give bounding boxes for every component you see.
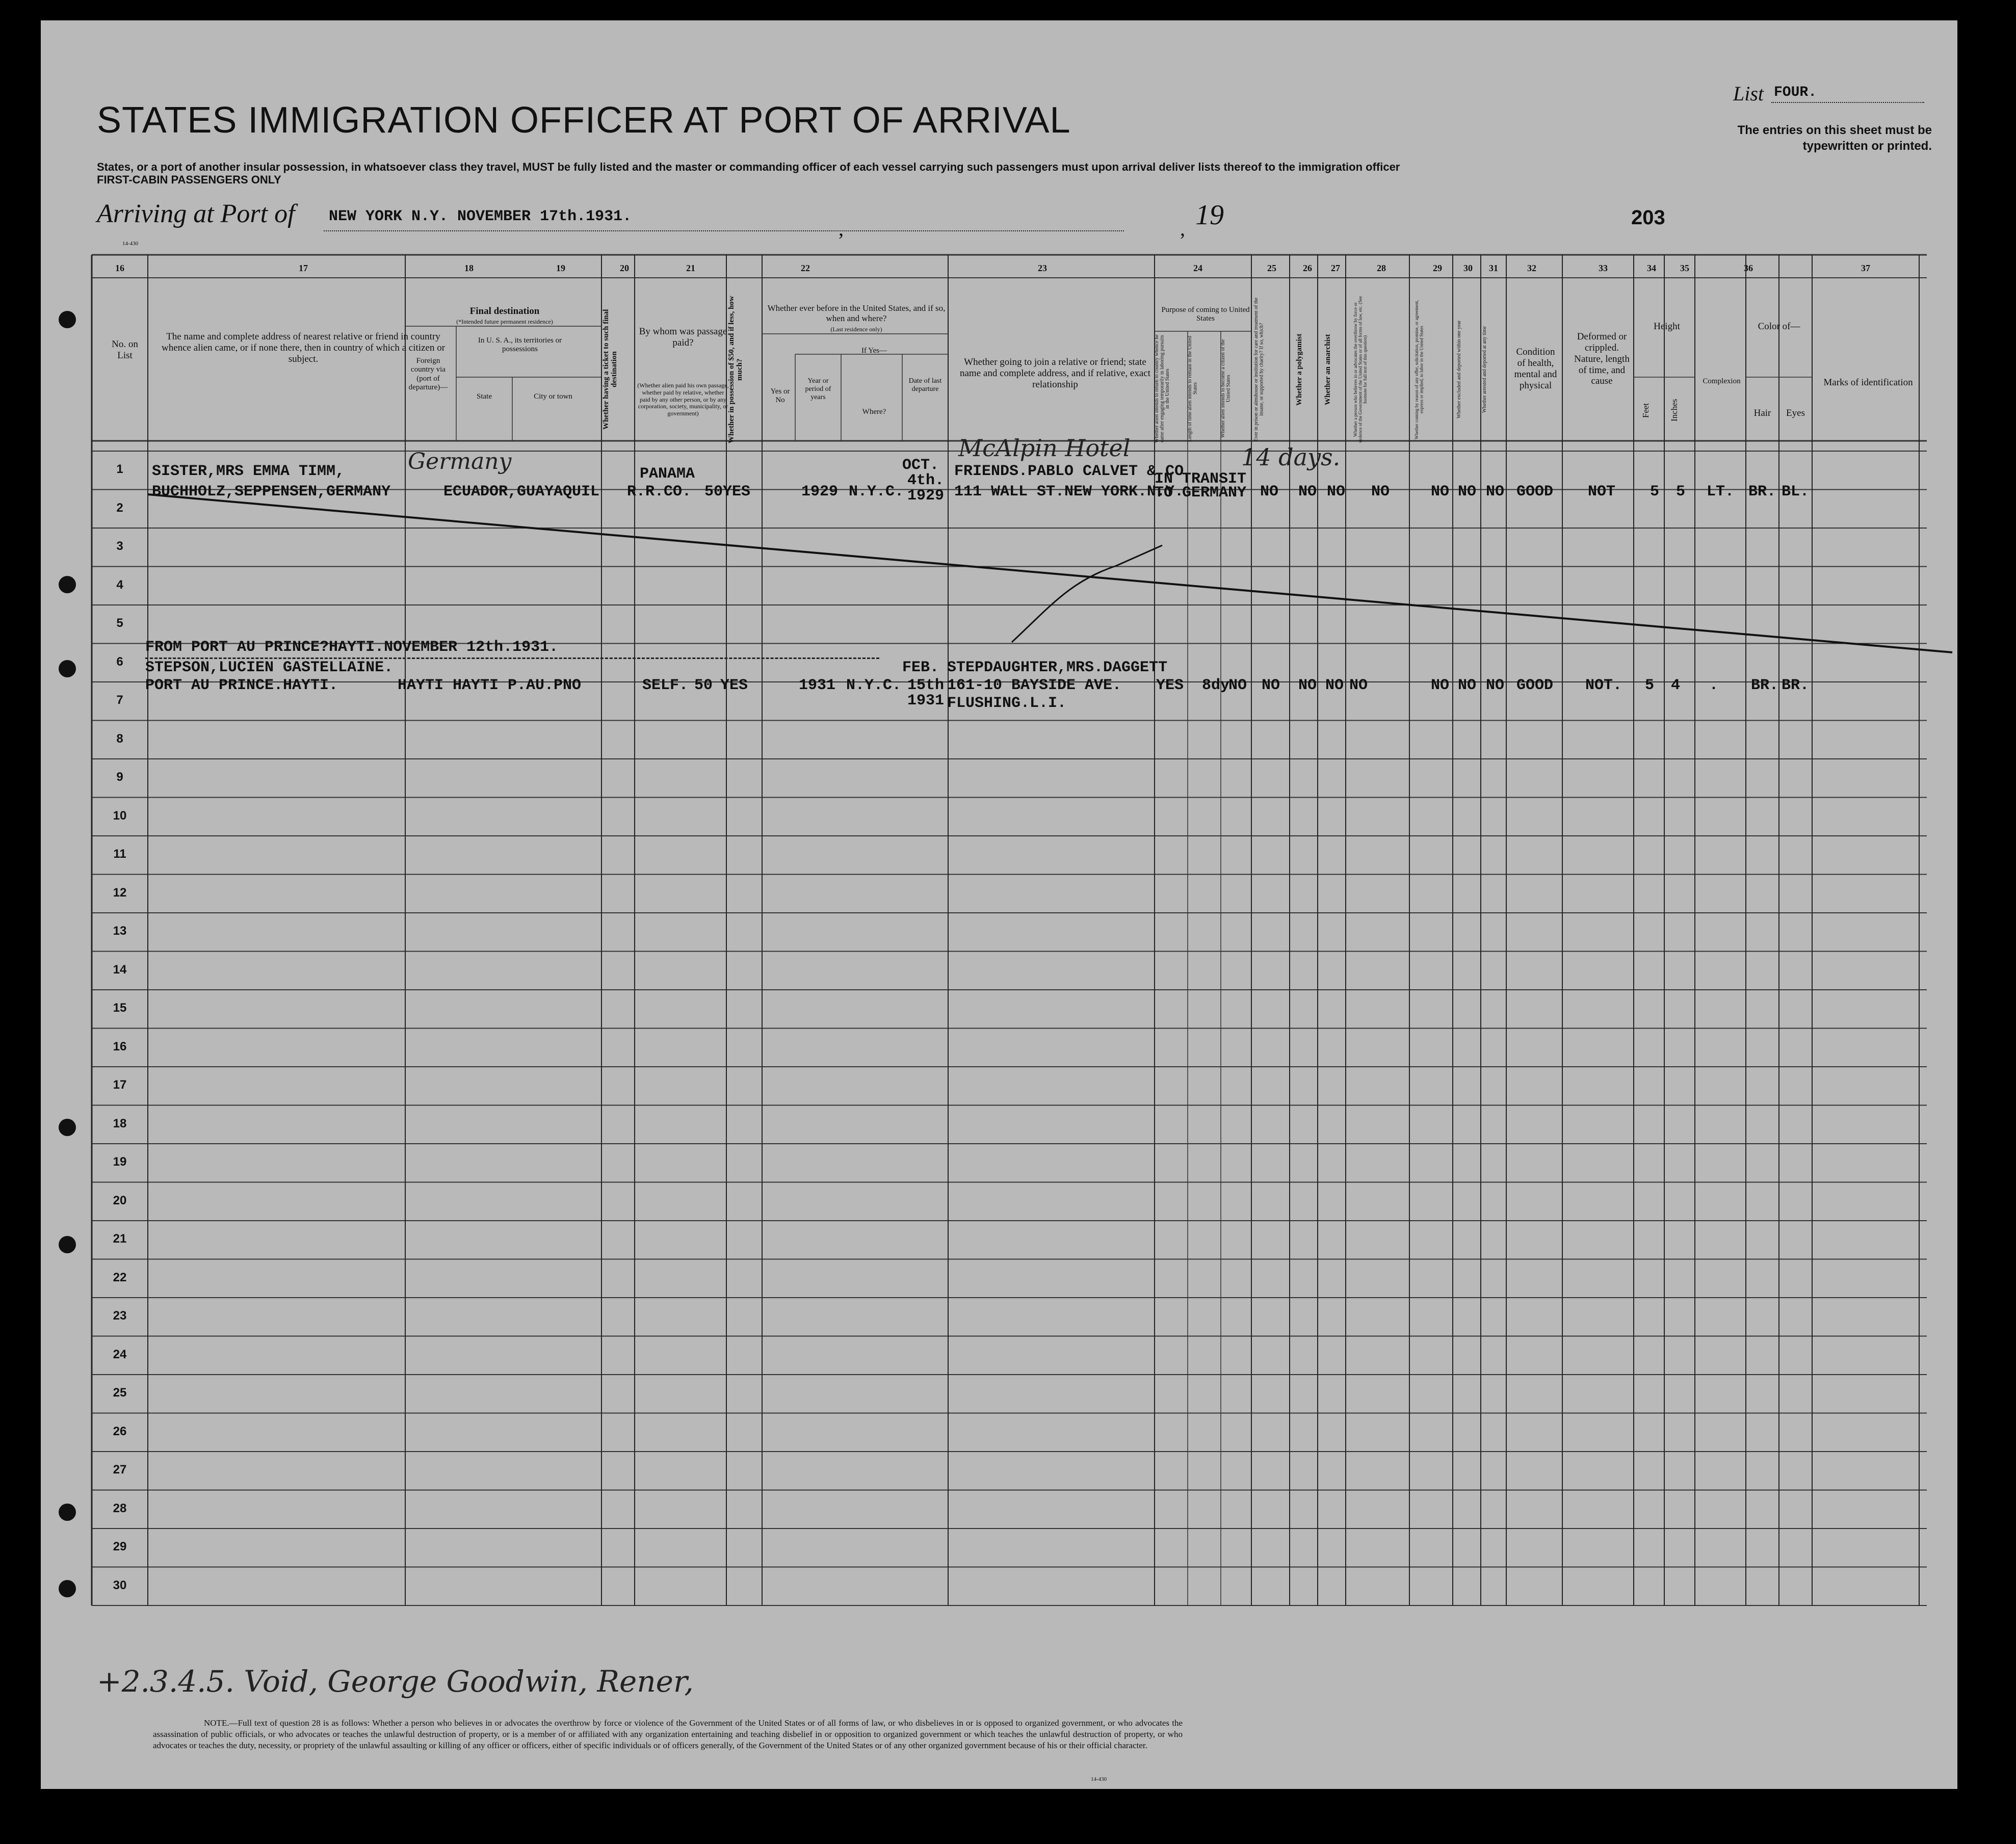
row-number: 12 (113, 885, 127, 900)
footer-code: 14-430 (1091, 1776, 1107, 1782)
col-23-header: Whether going to join a relative or friend; state name and complete address, and if relative, exact relationship (959, 357, 1151, 390)
row-number: 11 (113, 847, 126, 861)
col-25-header: Ever in prison or almshouse or institution for care and treatment of the insane, or supported by charity? If so, which? (1253, 297, 1265, 442)
row-number: 22 (113, 1270, 127, 1284)
col-22-note: (Last residence only) (830, 326, 882, 333)
table-grid (41, 20, 1957, 1789)
row1-year: 1929 (801, 483, 839, 500)
row6-relative-line2: PORT AU PRINCE.HAYTI. (145, 677, 338, 694)
col-33-header: Deformed or crippled. Nature, length of time, and cause (1574, 331, 1630, 387)
col-24-header: Purpose of coming to United States (1161, 306, 1250, 323)
row6-joining-line3: FLUSHING.L.I. (947, 695, 1067, 712)
row1-passage-line1: PANAMA (640, 465, 695, 483)
row-number: 23 (113, 1309, 127, 1323)
col-16-header: No. on List (112, 339, 138, 361)
row6-where: N.Y.C. (846, 677, 902, 694)
row6-length: 8dy (1202, 677, 1230, 694)
row-number: 5 (116, 616, 123, 630)
row1-feet: 5 (1650, 483, 1660, 500)
row6-eyes: BR. (1782, 677, 1810, 694)
row6-q26: NO (1298, 677, 1317, 694)
col-36-hair: Hair (1753, 408, 1771, 418)
row6-citizen: NO (1228, 677, 1247, 694)
row1-hair: BR. (1748, 483, 1776, 500)
row1-destination-handwritten: Germany (408, 449, 512, 475)
row1-q29: NO (1431, 483, 1450, 500)
row1-eyes: BL. (1782, 483, 1810, 500)
col-18-usa: In U. S. A., its territories or possessions (478, 336, 562, 354)
page-title: STATES IMMIGRATION OFFICER AT PORT OF ARRIVAL (97, 100, 1071, 141)
row-number: 4 (116, 577, 123, 592)
col-35-header: Complexion (1703, 377, 1741, 385)
col-26-header: Whether a polygamist (1295, 333, 1303, 406)
col-34-header: Height (1654, 321, 1680, 332)
row-number: 7 (116, 693, 123, 707)
row1-q31: NO (1486, 483, 1505, 500)
row1-inches: 5 (1676, 483, 1686, 500)
row1-q26: NO (1298, 483, 1317, 500)
col-34-inches: Inches (1669, 399, 1679, 422)
col-24-citizen: Whether alien intends to become a citizen of the United States (1220, 339, 1232, 438)
col-26-number: 26 (1303, 263, 1312, 273)
row-number: 17 (113, 1078, 127, 1092)
row6-purpose: YES (1156, 677, 1184, 694)
col-29-number: 29 (1433, 263, 1442, 273)
row-number: 30 (113, 1578, 127, 1592)
col-31-number: 31 (1489, 263, 1498, 273)
col-22-where: Where? (862, 408, 886, 416)
row6-q30: NO (1458, 677, 1477, 694)
col-24-return: Whether alien intends to return to country whence he came after engaging temporarily in laboring pursuits in the United States (1154, 334, 1170, 443)
col-22-header: Whether ever before in the United States, and if so, when and where? (767, 303, 946, 323)
row6-q28: NO (1349, 677, 1368, 694)
row-number: 19 (113, 1155, 127, 1169)
col-17-number: 17 (299, 263, 308, 273)
row6-relative-line1: STEPSON,LUCIEN GASTELLAINE. (145, 659, 394, 676)
col-37-header: Marks of identification (1823, 377, 1913, 388)
col-20-note: (Whether alien paid his own passage, whether paid by relative, whether paid by any other person, or by any corporation, society, municipality, or government) (637, 382, 729, 417)
row6-deformed: NOT. (1585, 677, 1622, 694)
col-20-number: 20 (620, 263, 629, 273)
row1-q28: NO (1371, 483, 1390, 500)
row1-relative-line1: SISTER,MRS EMMA TIMM, (152, 463, 345, 480)
row-number: 29 (113, 1540, 127, 1553)
year-prefix: 19 (1195, 199, 1224, 231)
arriving-port: NEW YORK N.Y. NOVEMBER 17th.1931. (329, 208, 632, 225)
col-19-number: 19 (556, 263, 565, 273)
row-number: 24 (113, 1347, 127, 1361)
row-number: 6 (116, 654, 123, 669)
row-number: 3 (116, 539, 123, 553)
row1-purpose-line2: TO GERMANY (1155, 484, 1247, 502)
col-22-yesno: Yes or No (770, 387, 790, 405)
col-33-number: 33 (1599, 263, 1608, 273)
void-line (148, 494, 1952, 652)
row1-destination: ECUADOR,GUAYAQUIL (443, 483, 600, 500)
row-number: 1 (116, 462, 123, 476)
arriving-comma: , (1180, 217, 1185, 240)
row6-money: 50 (694, 677, 713, 694)
col-24-length: Length of time alien intends to remain in the United States (1187, 335, 1198, 442)
arriving-comma: , (839, 217, 844, 240)
row1-departure-line3: 1929 (907, 487, 945, 505)
row6-passage: SELF. (642, 677, 689, 694)
row6-feet: 5 (1645, 677, 1655, 694)
col-25-number: 25 (1267, 263, 1276, 273)
row-number: 20 (113, 1193, 127, 1207)
row1-been-before: YES (723, 483, 751, 500)
row1-complexion: LT. (1707, 483, 1735, 500)
row1-joining-line1: FRIENDS.PABLO CALVET & CO (954, 463, 1184, 480)
void-annotation: +2.3.4.5. Void, George Goodwin, Rener, (97, 1664, 694, 1699)
row6-destination: HAYTI HAYTI P.AU.PNO (398, 677, 582, 694)
col-35-number: 35 (1680, 263, 1689, 273)
row6-inches: 4 (1671, 677, 1681, 694)
link-line (1012, 545, 1162, 642)
list-label: List (1733, 82, 1764, 105)
row-number: 8 (116, 731, 123, 746)
row6-departure-line3: 1931 (907, 692, 945, 709)
row1-relative-line2: BUCHHOLZ,SEPPENSEN,GERMANY (152, 483, 391, 500)
row1-purpose-line1: IN TRANSIT (1155, 470, 1247, 488)
row-number: 16 (113, 1039, 127, 1053)
manifest-sheet (41, 20, 1957, 1789)
row6-q27: NO (1325, 677, 1344, 694)
footnote: NOTE.—Full text of question 28 is as follows: Whether a person who believes in or advocates the overthrow by force or violence of the Government of the United States or of all forms of law, or who disbelieves in or is opposed to organized government, or who advocates the assassination of public officials, or who advocates or teaches the unlawful destruction of property, or is a member of or affiliated with any organization entertaining and teaching disbelief in or opposition to organized government or which teaches the unlawful destruction of property, or who advocates or teaches the duty, necessity, or propriety of the unlawful assaulting or killing of any officer or officers, either of specific individuals or of officers generally, of the Government of the United States or of any other organized government because of his or their official character. (153, 1718, 1183, 1750)
row-number: 14 (113, 962, 127, 977)
col-27-header: Whether an anarchist (1324, 334, 1332, 405)
col-21-header: Whether in possession of $50, and if less, how much? (727, 296, 744, 443)
row1-money: 50 (704, 483, 723, 500)
col-22-departure: Date of last departure (908, 377, 942, 393)
row1-joining-line2: 111 WALL ST.NEW YORK.N.Y. (954, 483, 1184, 500)
page-number: 203 (1631, 206, 1665, 229)
row-number: 27 (113, 1463, 127, 1477)
col-32-number: 32 (1527, 263, 1536, 273)
row6-joining-line1: STEPDAUGHTER,MRS.DAGGETT (947, 659, 1168, 676)
col-29-header: Whether coming by reason of any offer, solicitation, promise, or agreement, express or implied, to labor in the United States (1414, 300, 1424, 439)
row6-q25: NO (1262, 677, 1280, 694)
col-23-number: 23 (1038, 263, 1047, 273)
row-number: 15 (113, 1001, 127, 1015)
row6-year: 1931 (799, 677, 836, 694)
row1-q25: NO (1260, 483, 1279, 500)
col-27-number: 27 (1331, 263, 1340, 273)
row6-q31: NO (1486, 677, 1505, 694)
row1-passage-line2: R.R.CO. (627, 483, 692, 500)
col-18-header: Final destination (469, 306, 540, 317)
col-22-ifyes: If Yes— (861, 347, 887, 355)
col-21-number: 21 (686, 263, 695, 273)
row1-q30: NO (1458, 483, 1477, 500)
col-18-state: State (477, 392, 492, 401)
sheet-instruction: The entries on this sheet must be typewritten or printed. (1737, 123, 1932, 153)
col-34-feet: Feet (1641, 403, 1651, 418)
col-16-number: 16 (115, 263, 124, 273)
col-36-header: Color of— (1758, 321, 1800, 332)
col-30-number: 30 (1463, 263, 1473, 273)
row1-health: GOOD (1516, 483, 1554, 500)
row1-departure-line1: OCT. (902, 457, 939, 474)
col-17-header: The name and complete address of nearest relative or friend in country whence alien came, or if none there, then in country of which a citizen or subject. (161, 331, 446, 364)
row1-joining-handwritten: McAlpin Hotel (958, 434, 1131, 462)
col-22-year: Year or period of years (805, 377, 831, 402)
arriving-label: Arriving at Port of (97, 199, 295, 228)
row1-where: N.Y.C. (849, 483, 904, 500)
page-subtitle: States, or a port of another insular possession, in whatsoever class they travel, MUST be fully listed and the master or commanding officer of each vessel carrying such passengers must upon arrival deliver lists thereof to the immigration officer (97, 161, 1400, 173)
passenger-class: FIRST-CABIN PASSENGERS ONLY (97, 173, 281, 186)
row1-departure-line2: 4th. (907, 472, 945, 489)
row1-q27: NO (1327, 483, 1346, 500)
row-number: 10 (113, 808, 127, 823)
row6-departure-line1: FEB. (902, 659, 939, 676)
row-number: 9 (116, 770, 123, 784)
col-36-number: 36 (1744, 263, 1753, 273)
col-36-eyes: Eyes (1786, 408, 1805, 418)
col-32-header: Condition of health, mental and physical (1514, 347, 1557, 391)
col-18-foreign: Foreign country via (port of departure)— (408, 357, 448, 391)
col-34-number: 34 (1647, 263, 1656, 273)
row-number: 13 (113, 924, 127, 938)
row-number: 25 (113, 1386, 127, 1400)
row-number: 2 (116, 500, 123, 515)
row6-health: GOOD (1516, 677, 1554, 694)
form-code: 14-430 (122, 241, 139, 247)
row1-length-handwritten: 14 days. (1241, 443, 1341, 471)
col-18-number: 18 (464, 263, 474, 273)
row1-deformed: NOT (1588, 483, 1616, 500)
row-number: 26 (113, 1424, 127, 1438)
row6-q29: NO (1431, 677, 1450, 694)
col-22-number: 22 (801, 263, 810, 273)
row5-port-note: FROM PORT AU PRINCE?HAYTI.NOVEMBER 12th.1931. (145, 639, 559, 656)
row6-departure-line2: 15th (907, 677, 945, 694)
col-30-header: Whether excluded and deported within one year (1456, 320, 1462, 419)
row-number: 18 (113, 1116, 127, 1130)
col-18-city: City or town (534, 392, 572, 401)
col-24-number: 24 (1193, 263, 1202, 273)
col-18-note: (*Intended future permanent residence) (456, 318, 553, 325)
row6-been-before: YES (720, 677, 748, 694)
col-28-header: Whether a person who believes in or advocates the overthrow by force or violence of the Government of the United States or of all forms of law, etc. (See footnote for full text of this question) (1353, 296, 1368, 443)
col-20-header: By whom was passage paid? (639, 326, 727, 348)
row-number: 28 (113, 1501, 127, 1515)
col-28-number: 28 (1377, 263, 1386, 273)
row6-hair: BR. (1751, 677, 1779, 694)
row6-joining-line2: 161-10 BAYSIDE AVE. (947, 677, 1122, 694)
row-number: 21 (113, 1232, 127, 1246)
col-37-number: 37 (1861, 263, 1870, 273)
list-value: FOUR. (1774, 85, 1817, 100)
row6-complexion: . (1709, 677, 1719, 694)
col-31-header: Whether arrested and deported at any time (1482, 326, 1487, 413)
col-19-header: Whether having a ticket to such final destination (602, 309, 618, 430)
